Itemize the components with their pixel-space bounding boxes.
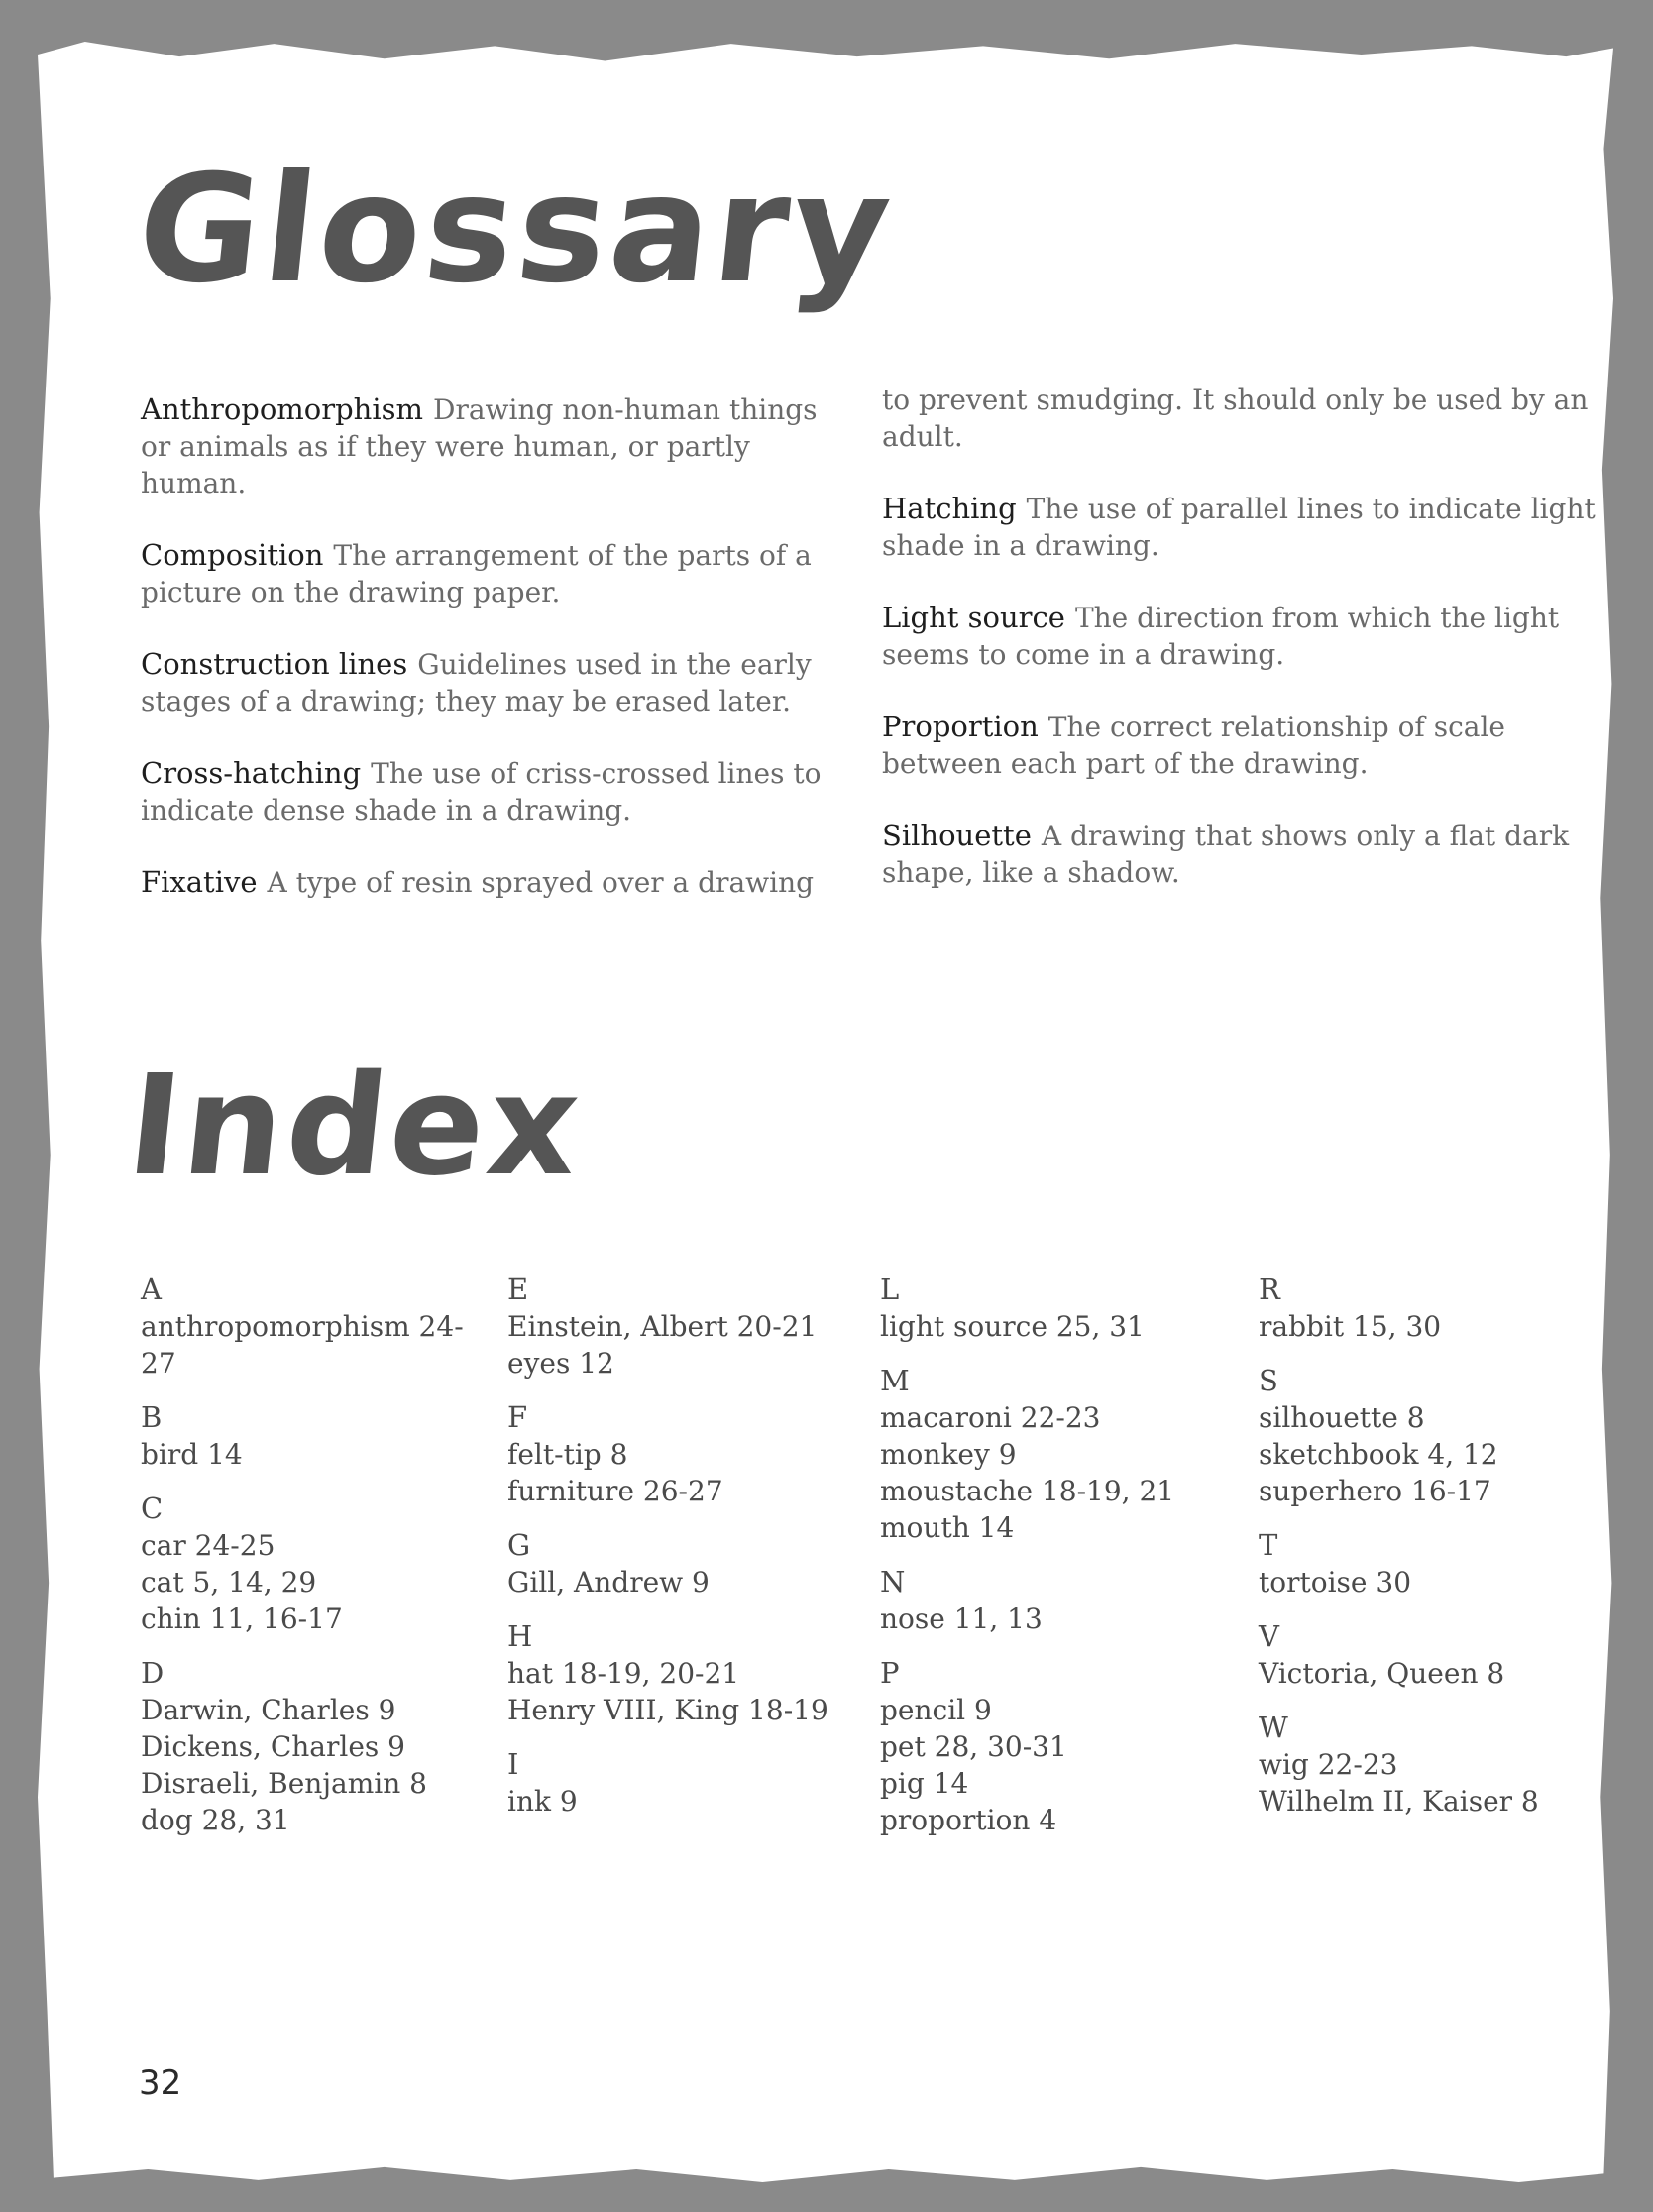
index-section — [1259, 1272, 1596, 1345]
index-section — [507, 1527, 844, 1601]
index-entry: chin 11, 16-17 — [141, 1603, 343, 1635]
index-section — [1259, 1527, 1596, 1601]
index-entry: cat 5, 14, 29 — [141, 1566, 317, 1599]
glossary-term: Anthropomorphism — [141, 392, 424, 426]
index-entry: Gill, Andrew 9 — [507, 1566, 710, 1599]
index-entry: moustache 18-19, 21 — [880, 1475, 1175, 1507]
glossary-entry — [141, 537, 854, 610]
index-section — [507, 1746, 844, 1820]
glossary-term: Proportion — [882, 710, 1039, 743]
index-section — [880, 1655, 1217, 1838]
index-entry: silhouette 8 — [1259, 1401, 1425, 1434]
glossary-definition: Guidelines used in the early stages of a drawing; they may be erased later. — [141, 648, 812, 718]
index-letter: M — [880, 1364, 910, 1397]
index-heading: Index — [120, 1046, 591, 1207]
glossary-definition-continued: to prevent smudging. It should only be used by an adult. — [882, 384, 1589, 453]
glossary-definition: Drawing non-human things or animals as if they were human, or partly human. — [141, 393, 818, 499]
index-entry: pencil 9 — [880, 1694, 992, 1726]
glossary-term: Hatching — [882, 492, 1017, 525]
index-letter: R — [1259, 1272, 1280, 1306]
index-entry: monkey 9 — [880, 1438, 1017, 1471]
index-letter: E — [507, 1272, 529, 1306]
index-entry: light source 25, 31 — [880, 1310, 1145, 1343]
glossary-entry — [882, 600, 1596, 673]
index-letter: S — [1259, 1364, 1278, 1397]
glossary-definition: The use of criss-crossed lines to indicate dense shade in a drawing. — [141, 757, 822, 827]
glossary-column-right — [882, 382, 1596, 927]
glossary-term: Fixative — [141, 865, 258, 899]
index-entry: ink 9 — [507, 1785, 578, 1818]
index-column — [507, 1272, 844, 1837]
index-entry: Wilhelm II, Kaiser 8 — [1259, 1785, 1539, 1818]
index-entry: furniture 26-27 — [507, 1475, 723, 1507]
index-entry: felt-tip 8 — [507, 1438, 628, 1471]
index-letter: H — [507, 1619, 533, 1653]
glossary-entry — [141, 755, 854, 829]
index-entry: Henry VIII, King 18-19 — [507, 1694, 828, 1726]
index-letter: T — [1259, 1528, 1278, 1562]
page-number: 32 — [139, 2063, 182, 2103]
index-section — [507, 1618, 844, 1728]
index-column — [141, 1272, 478, 1856]
index-entry: Einstein, Albert 20-21 — [507, 1310, 818, 1343]
index-entry: macaroni 22-23 — [880, 1401, 1101, 1434]
index-entry: eyes 12 — [507, 1347, 614, 1380]
index-letter: N — [880, 1565, 906, 1599]
index-letter: F — [507, 1400, 528, 1434]
index-letter: L — [880, 1272, 900, 1306]
index-entry: bird 14 — [141, 1438, 243, 1471]
index-section — [141, 1272, 478, 1382]
glossary-heading: Glossary — [129, 144, 903, 316]
index-letter: C — [141, 1492, 164, 1525]
index-section — [141, 1399, 478, 1473]
glossary-entry — [141, 646, 854, 719]
index-letter: P — [880, 1656, 900, 1690]
index-column — [1259, 1272, 1596, 1837]
index-entry: rabbit 15, 30 — [1259, 1310, 1442, 1343]
glossary-entry — [882, 818, 1596, 891]
index-letter: V — [1259, 1619, 1279, 1653]
index-section — [1259, 1618, 1596, 1692]
glossary-definition: The correct relationship of scale between each part of the drawing. — [882, 711, 1505, 780]
glossary-term: Light source — [882, 601, 1065, 634]
index-section — [507, 1272, 844, 1382]
glossary-definition: The arrangement of the parts of a picture on the drawing paper. — [141, 539, 812, 608]
index-letter: B — [141, 1400, 163, 1434]
glossary-entry — [882, 709, 1596, 782]
index-letter: D — [141, 1656, 165, 1690]
index-entry: anthropomorphism 24-27 — [141, 1310, 464, 1380]
index-letter: A — [141, 1272, 162, 1306]
index-entry: Darwin, Charles 9 — [141, 1694, 396, 1726]
index-entry: superhero 16-17 — [1259, 1475, 1491, 1507]
index-entry: mouth 14 — [880, 1511, 1015, 1544]
index-entry: Victoria, Queen 8 — [1259, 1657, 1505, 1690]
index-section — [880, 1363, 1217, 1546]
index-column — [880, 1272, 1217, 1856]
index-section — [1259, 1710, 1596, 1820]
index-entry: car 24-25 — [141, 1529, 276, 1562]
glossary-column-left — [141, 391, 854, 937]
index-entry: wig 22-23 — [1259, 1748, 1398, 1781]
index-section — [141, 1491, 478, 1637]
index-section — [880, 1564, 1217, 1637]
glossary-definition: The use of parallel lines to indicate light shade in a drawing. — [882, 493, 1596, 562]
index-letter: W — [1259, 1711, 1288, 1744]
glossary-term: Silhouette — [882, 819, 1032, 852]
glossary-term: Cross-hatching — [141, 756, 362, 790]
index-section — [141, 1655, 478, 1838]
index-entry: dog 28, 31 — [141, 1804, 290, 1836]
index-entry: hat 18-19, 20-21 — [507, 1657, 740, 1690]
index-section — [880, 1272, 1217, 1345]
glossary-term: Construction lines — [141, 647, 408, 681]
index-entry: sketchbook 4, 12 — [1259, 1438, 1498, 1471]
index-letter: I — [507, 1747, 519, 1781]
index-section — [507, 1399, 844, 1509]
glossary-entry — [141, 391, 854, 501]
index-entry: pet 28, 30-31 — [880, 1730, 1067, 1763]
index-entry: tortoise 30 — [1259, 1566, 1412, 1599]
index-entry: Dickens, Charles 9 — [141, 1730, 405, 1763]
glossary-entry — [882, 491, 1596, 564]
glossary-definition: A type of resin sprayed over a drawing — [267, 866, 815, 899]
index-entry: nose 11, 13 — [880, 1603, 1043, 1635]
index-section — [1259, 1363, 1596, 1509]
glossary-entry — [141, 864, 854, 901]
index-entry: pig 14 — [880, 1767, 969, 1800]
index-entry: proportion 4 — [880, 1804, 1057, 1836]
index-entry: Disraeli, Benjamin 8 — [141, 1767, 427, 1800]
glossary-term: Composition — [141, 538, 324, 572]
glossary-definition: A drawing that shows only a flat dark shape, like a shadow. — [882, 820, 1570, 889]
index-letter: G — [507, 1528, 531, 1562]
glossary-definition: The direction from which the light seems to come in a drawing. — [882, 602, 1560, 671]
